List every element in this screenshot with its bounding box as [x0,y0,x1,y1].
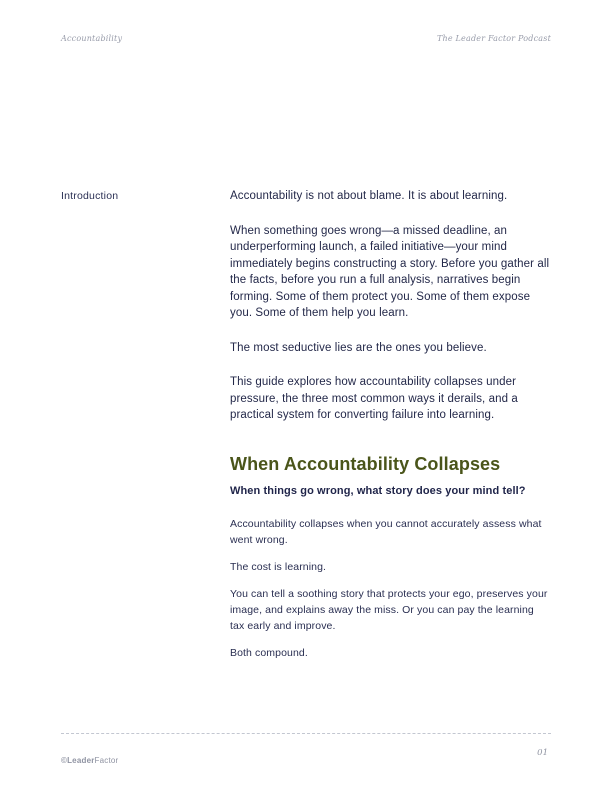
footer-dashed-divider [61,733,551,734]
section-paragraph: Both compound. [230,646,308,659]
footer-brand-bold: ©Leader [61,756,95,765]
section-heading: When Accountability Collapses [230,453,501,474]
section-paragraph: Accountability collapses when you cannot accurately assess what went wrong. [230,517,542,546]
content-area [61,188,551,672]
section-subheading: When things go wrong, what story does your mind tell? [230,484,526,497]
margin-label-column [61,188,230,672]
page-number: 01 [537,748,548,758]
section-paragraph: You can tell a soothing story that protects your ego, preserves your image, and explains away the miss. Or you can pay the learning tax early and improve. [230,587,548,632]
intro-paragraph: This guide explores how accountability collapses under pressure, the three most common ways it derails, and a practical system for converting failure into learning. [230,376,518,421]
intro-paragraph: Accountability is not about blame. It is about learning. [230,190,508,202]
intro-paragraph: When something goes wrong—a missed deadline, an underperforming launch, a failed initiative—your mind immediately begins constructing a story. Before you gather all the facts, before you run a full analysis, narratives begin forming. Some of them protect you. Some of them expose you. Some of them help you learn. [230,224,550,319]
running-header-source: The Leader Factor Podcast [436,34,551,43]
page-header [61,34,551,43]
section-label-introduction: Introduction [61,190,119,202]
section-paragraph: The cost is learning. [230,560,327,573]
running-header-title: Accountability [61,34,123,43]
intro-paragraph: The most seductive lies are the ones you believe. [230,341,487,354]
footer-brand [61,756,118,765]
footer-brand-light: Factor [94,756,119,765]
body-column [230,188,551,672]
